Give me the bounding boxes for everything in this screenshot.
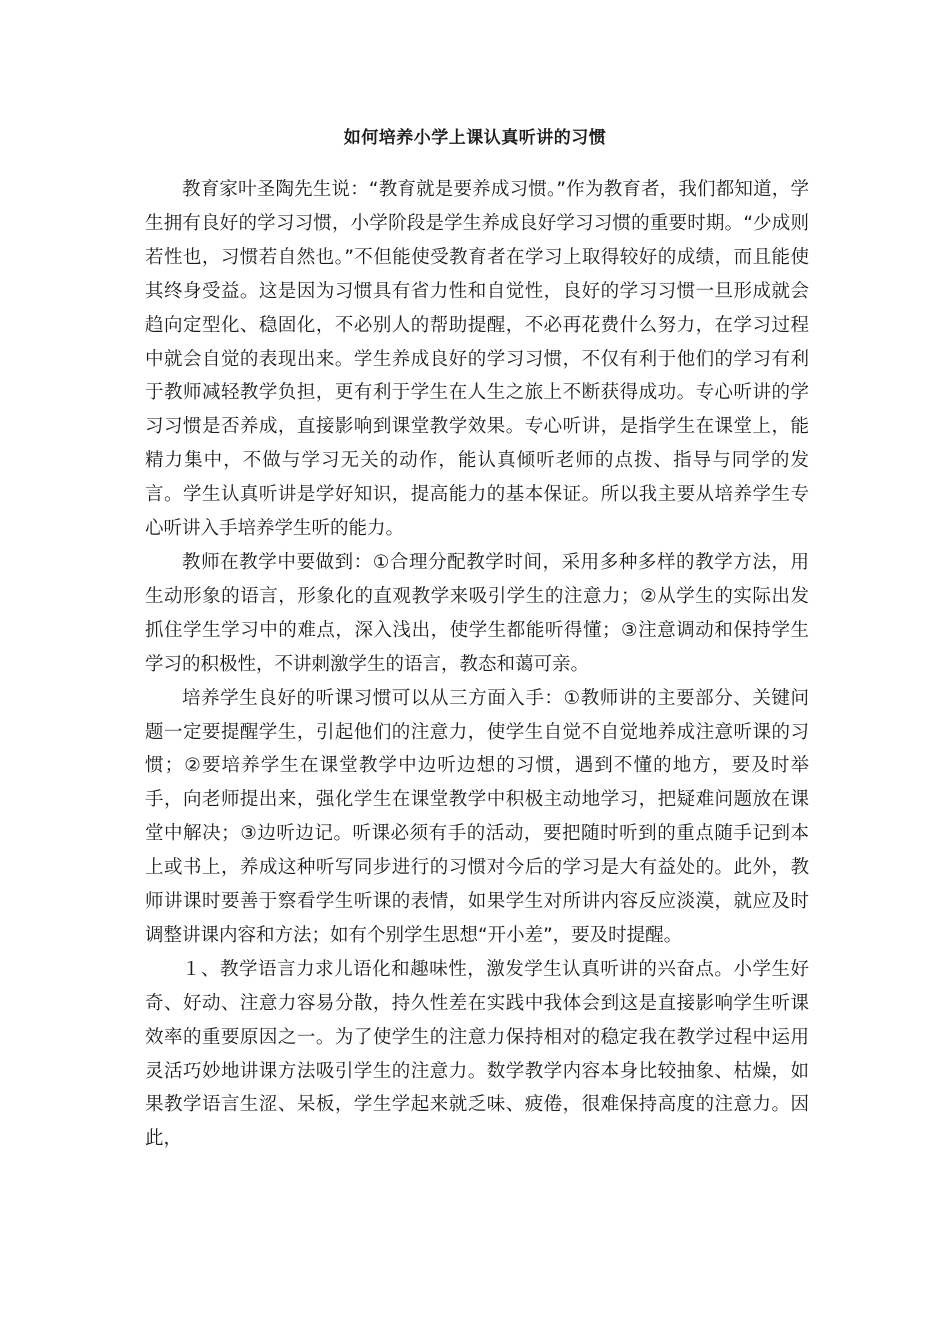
document-body [145, 173, 809, 1156]
paragraph-listening-habits: 培养学生良好的听课习惯可以从三方面入手：①教师讲的主要部分、关键问题一定要提醒学生，引起他们的注意力，使学生自觉不自觉地养成注意听课的习惯；②要培养学生在课堂教学中边听边想的习惯，遇到不懂的地方，要及时举手，向老师提出来，强化学生在课堂教学中积极主动地学习，把疑难问题放在课堂中解决；③边听边记。听课必须有手的活动，要把随时听到的重点随手记到本上或书上，养成这种听写同步进行的习惯对今后的学习是大有益处的。此外，教师讲课时要善于察看学生听课的表情，如果学生对所讲内容反应淡漠，就应及时调整讲课内容和方法；如有个别学生思想“开小差”，要及时提醒。 [145, 687, 809, 946]
document-title: 如何培养小学上课认真听讲的习惯 [343, 128, 607, 148]
paragraph-teaching-language: １、教学语言力求儿语化和趣味性，激发学生认真听讲的兴奋点。小学生好奇、好动、注意力容易分散，持久性差在实践中我体会到这是直接影响学生听课效率的重要原因之一。为了使学生的注意力保持相对的稳定我在教学过程中运用灵活巧妙地讲课方法吸引学生的注意力。数学教学内容本身比较抽象、枯燥，如果教学语言生涩、呆板，学生学起来就乏味、疲倦，很难保持高度的注意力。因此， [145, 958, 809, 1150]
paragraph-intro: 教育家叶圣陶先生说：“教育就是要养成习惯。”作为教育者，我们都知道，学生拥有良好的学习习惯，小学阶段是学生养成良好学习习惯的重要时期。“少成则若性也，习惯若自然也。”不但能使受教育者在学习上取得较好的成绩，而且能使其终身受益。这是因为习惯具有省力性和自觉性，良好的学习习惯一旦形成就会趋向定型化、稳固化，不必别人的帮助提醒，不必再花费什么努力，在学习过程中就会自觉的表现出来。学生养成良好的学习习惯，不仅有利于他们的学习有利于教师减轻教学负担，更有利于学生在人生之旅上不断获得成功。专心听讲的学习习惯是否养成，直接影响到课堂教学效果。专心听讲，是指学生在课堂上，能精力集中，不做与学习无关的动作，能认真倾听老师的点拨、指导与同学的发言。学生认真听讲是学好知识，提高能力的基本保证。所以我主要从培养学生专心听讲入手培养学生听的能力。 [145, 179, 809, 540]
paragraph-teacher-requirements: 教师在教学中要做到：①合理分配教学时间，采用多种多样的教学方法，用生动形象的语言，形象化的直观教学来吸引学生的注意力；②从学生的实际出发抓住学生学习中的难点，深入浅出，使学生都能听得懂；③注意调动和保持学生学习的积极性，不讲刺激学生的语言，教态和蔼可亲。 [145, 551, 809, 675]
